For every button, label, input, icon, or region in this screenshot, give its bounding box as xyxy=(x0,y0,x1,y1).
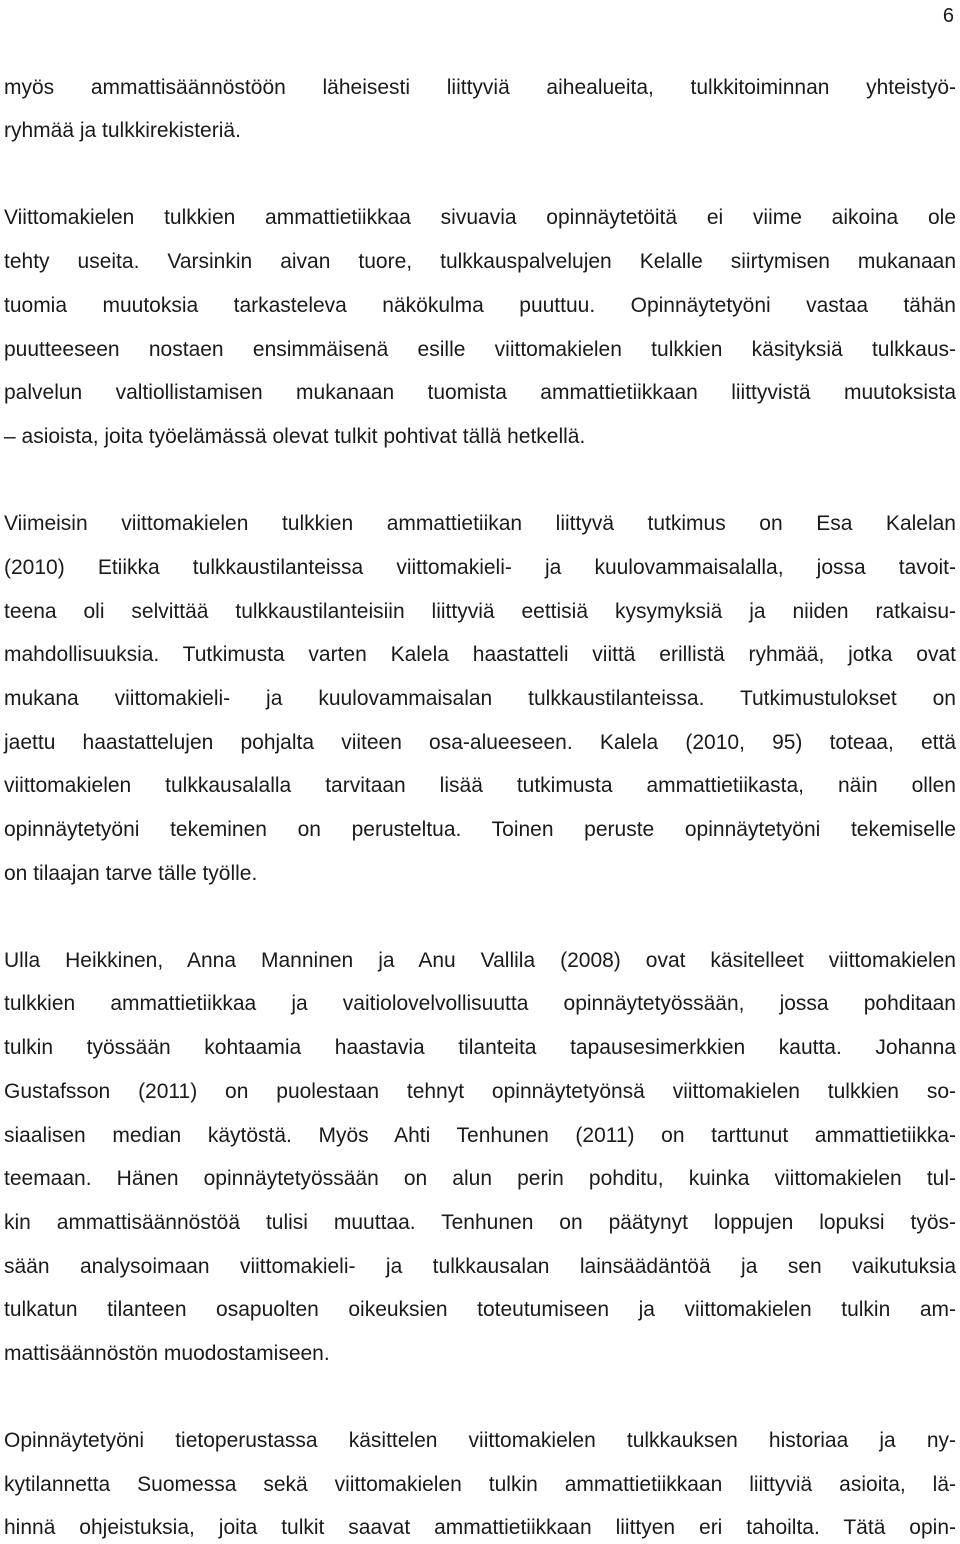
text-line: Opinnäytetyöni tietoperustassa käsittelen viittomakielen tulkkauksen historiaa ja ny- xyxy=(4,1429,956,1452)
text-line: viittomakielen tulkkausalalla tarvitaan lisää tutkimusta ammattietiikasta, näin ollen xyxy=(4,774,956,797)
text-line: tehty useita. Varsinkin aivan tuore, tulkkauspalvelujen Kelalle siirtymisen mukanaan xyxy=(4,250,956,273)
text-line: (2010) Etiikka tulkkaustilanteissa viittomakieli- ja kuulovammaisalalla, jossa tavoit- xyxy=(4,556,956,579)
text-line: siaalisen median käytöstä. Myös Ahti Tenhunen (2011) on tarttunut ammattietiikka- xyxy=(4,1124,956,1147)
text-line: hinnä ohjeistuksia, joita tulkit saavat ammattietiikkaan liittyen eri tahoilta. Tätä opin- xyxy=(4,1516,956,1539)
text-line: mattisäännöstön muodostamiseen. xyxy=(4,1342,330,1365)
text-line: on tilaajan tarve tälle työlle. xyxy=(4,862,258,885)
page-number: 6 xyxy=(942,5,954,27)
text-line: opinnäytetyöni tekeminen on perusteltua. Toinen peruste opinnäytetyöni tekemiselle xyxy=(4,818,956,841)
text-line: sään analysoimaan viittomakieli- ja tulkkausalan lainsäädäntöä ja sen vaikutuksia xyxy=(4,1255,956,1278)
text-line: jaettu haastattelujen pohjalta viiteen osa-alueeseen. Kalela (2010, 95) toteaa, että xyxy=(4,731,956,754)
text-line: palvelun valtiollistamisen mukanaan tuomista ammattietiikkaan liittyvistä muutoksista xyxy=(4,381,956,404)
text-line: puutteeseen nostaen ensimmäisenä esille viittomakielen tulkkien käsityksiä tulkkaus- xyxy=(4,338,956,361)
text-line: Viimeisin viittomakielen tulkkien ammattietiikan liittyvä tutkimus on Esa Kalelan xyxy=(4,512,956,535)
text-line: tuomia muutoksia tarkasteleva näkökulma puuttuu. Opinnäytetyöni vastaa tähän xyxy=(4,294,956,317)
text-line: kytilannetta Suomessa sekä viittomakielen tulkin ammattietiikkaan liittyviä asioita, lä- xyxy=(4,1473,956,1496)
text-line: Ulla Heikkinen, Anna Manninen ja Anu Vallila (2008) ovat käsitelleet viittomakielen xyxy=(4,949,956,972)
text-line: tulkkien ammattietiikkaa ja vaitiolovelvollisuutta opinnäytetyössään, jossa pohditaan xyxy=(4,992,956,1015)
text-line: mahdollisuuksia. Tutkimusta varten Kalela haastatteli viittä erillistä ryhmää, jotka ovat xyxy=(4,643,956,666)
text-line: teemaan. Hänen opinnäytetyössään on alun perin pohditu, kuinka viittomakielen tul- xyxy=(4,1167,956,1190)
text-line: myös ammattisäännöstöön läheisesti liittyviä aihealueita, tulkkitoiminnan yhteistyö- xyxy=(4,76,956,99)
text-line: ryhmää ja tulkkirekisteriä. xyxy=(4,119,241,142)
text-line: kin ammattisäännöstöä tulisi muuttaa. Tenhunen on päätynyt loppujen lopuksi työs- xyxy=(4,1211,956,1234)
text-line: tulkatun tilanteen osapuolten oikeuksien toteutumiseen ja viittomakielen tulkin am- xyxy=(4,1298,956,1321)
text-line: – asioista, joita työelämässä olevat tulkit pohtivat tällä hetkellä. xyxy=(4,425,586,448)
text-line: tulkin työssään kohtaamia haastavia tilanteita tapausesimerkkien kautta. Johanna xyxy=(4,1036,956,1059)
text-line: teena oli selvittää tulkkaustilanteisiin liittyviä eettisiä kysymyksiä ja niiden ratkaisu- xyxy=(4,600,956,623)
text-line: mukana viittomakieli- ja kuulovammaisalan tulkkaustilanteissa. Tutkimustulokset on xyxy=(4,687,956,710)
text-line: Viittomakielen tulkkien ammattietiikkaa sivuavia opinnäytetöitä ei viime aikoina ole xyxy=(4,206,956,229)
text-line: Gustafsson (2011) on puolestaan tehnyt opinnäytetyönsä viittomakielen tulkkien so- xyxy=(4,1080,956,1103)
